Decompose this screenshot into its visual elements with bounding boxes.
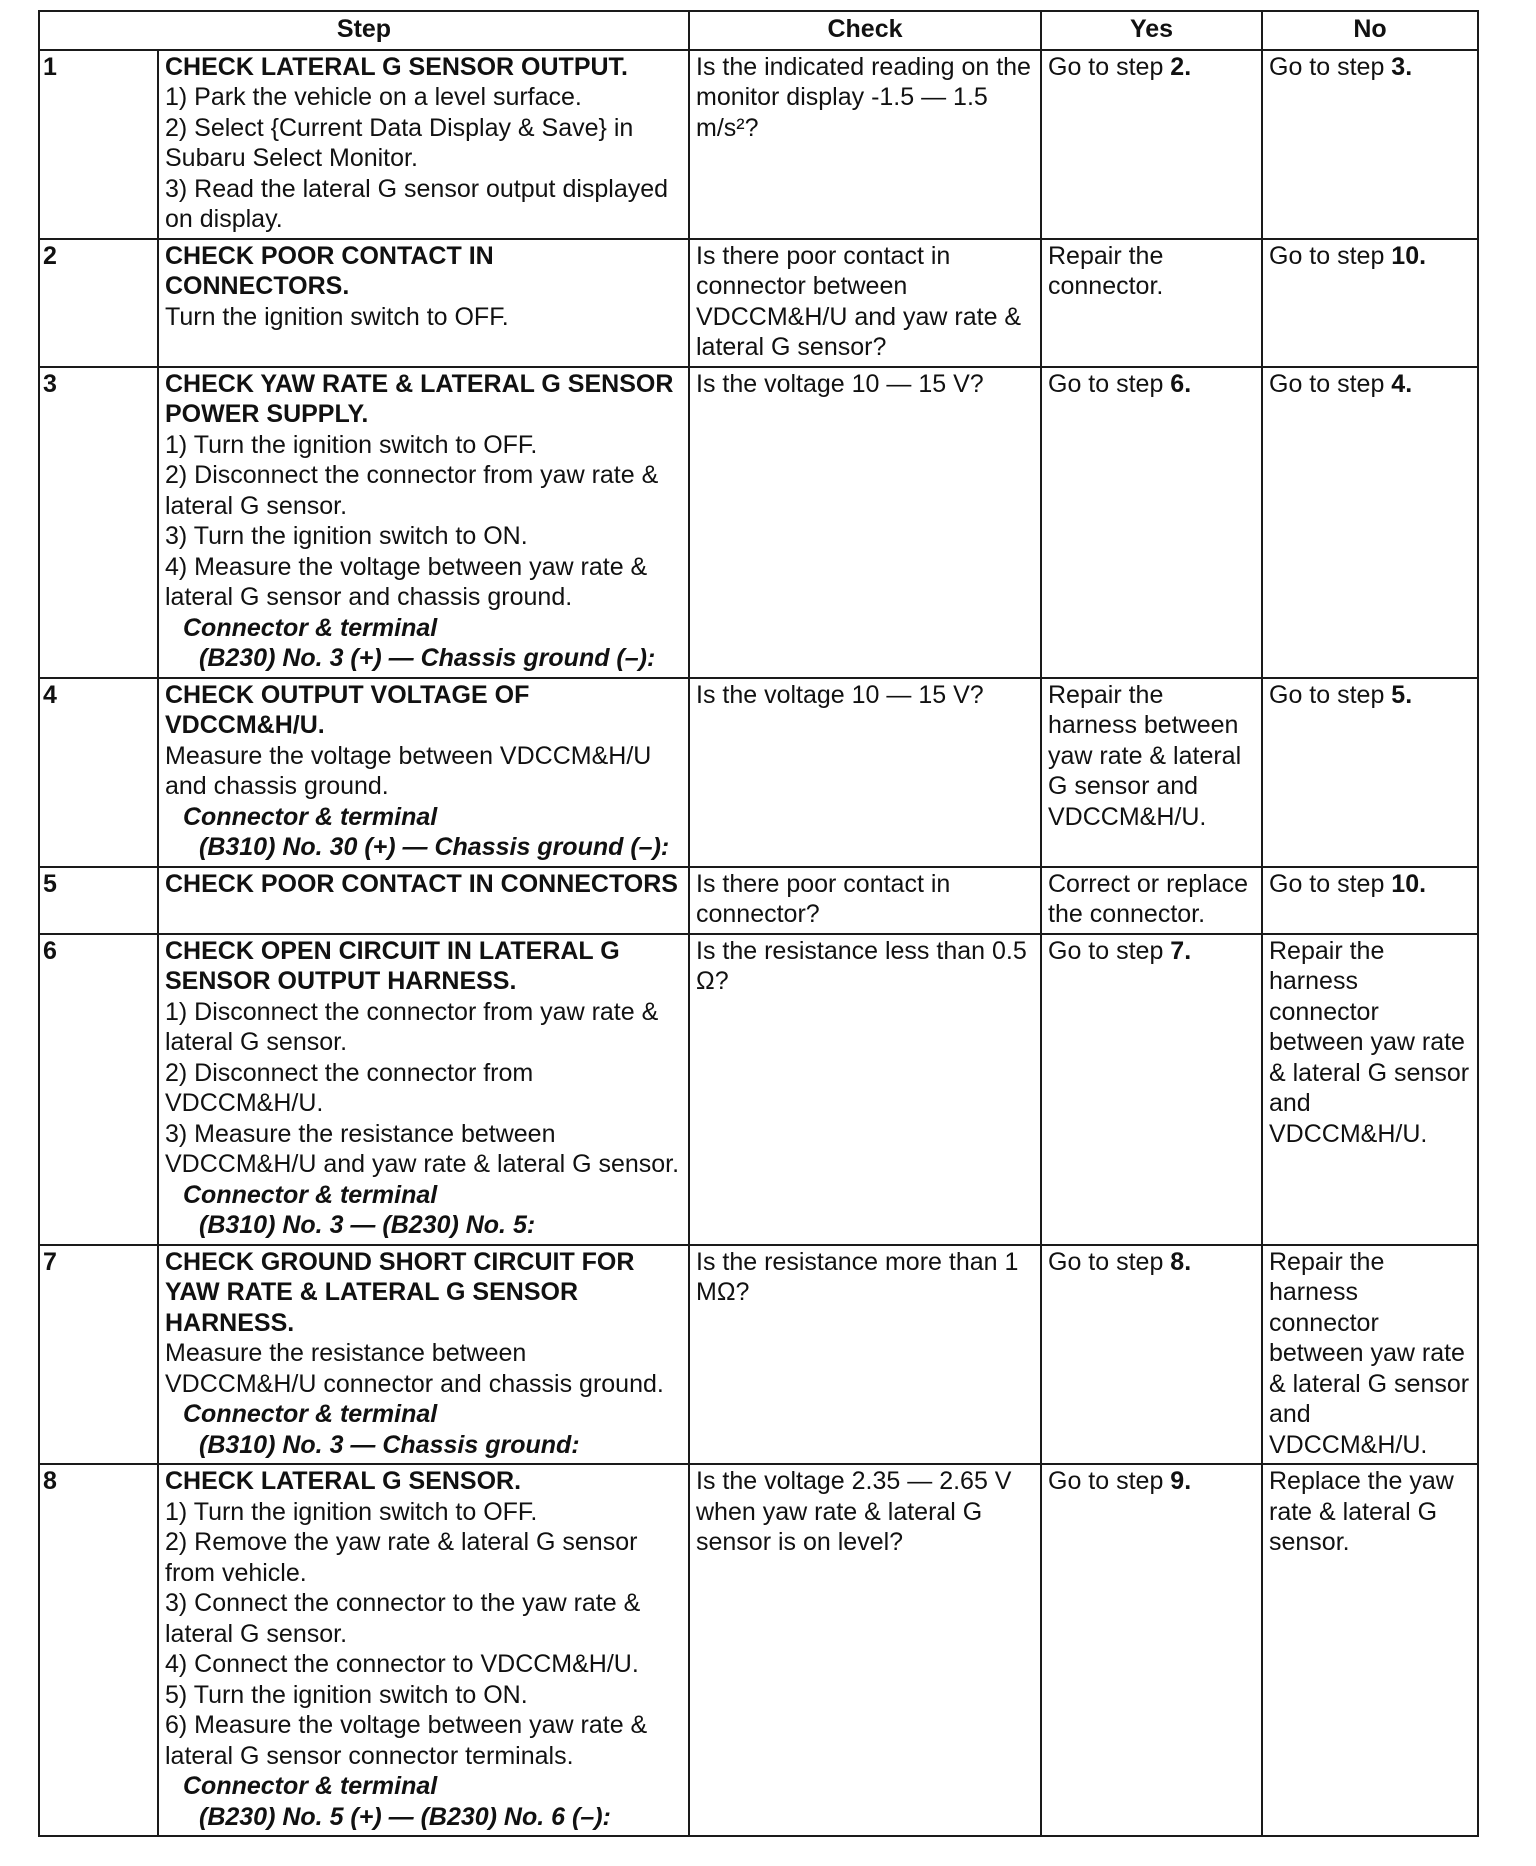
check-cell: Is there poor contact in connector between VDCCM&H/U and yaw rate & lateral G sensor? [689,239,1041,367]
step-title: CHECK OPEN CIRCUIT IN LATERAL G SENSOR OUTPUT HARNESS. [165,936,620,995]
step-cell [158,367,689,678]
yes-cell: Go to step 6. [1041,367,1262,678]
yes-cell: Correct or replace the connector. [1041,867,1262,934]
step-title: CHECK GROUND SHORT CIRCUIT FOR YAW RATE & LATERAL G SENSOR HARNESS. [165,1247,635,1337]
step-instruction: Turn the ignition switch to OFF. [165,302,509,331]
step-instruction: Measure the resistance between VDCCM&H/U connector and chassis ground. [165,1339,664,1398]
connector-terminal-value: (B310) No. 3 — (B230) No. 5: [199,1211,536,1239]
step-title: CHECK YAW RATE & LATERAL G SENSOR POWER SUPPLY. [165,369,674,428]
connector-terminal-value: (B310) No. 3 — Chassis ground: [199,1430,580,1459]
step-number: 5 [39,867,158,934]
step-instruction: 1) Disconnect the connector from yaw rate & lateral G sensor. [165,997,659,1056]
step-instruction: 2) Select {Current Data Display & Save} in Subaru Select Monitor. [165,113,634,172]
step-instruction: 4) Connect the connector to VDCCM&H/U. [165,1650,639,1678]
no-cell: Replace the yaw rate & lateral G sensor. [1262,1464,1478,1836]
header-step: Step [39,11,689,50]
step-cell [158,239,689,367]
no-cell: Go to step 4. [1262,367,1478,678]
no-cell: Go to step 10. [1262,239,1478,367]
table-row [39,678,1478,867]
yes-cell: Repair the connector. [1041,239,1262,367]
step-instruction: 1) Turn the ignition switch to OFF. [165,430,538,459]
yes-cell: Go to step 8. [1041,1245,1262,1465]
step-instruction: 3) Measure the resistance between VDCCM&H/U and yaw rate & lateral G sensor. [165,1119,680,1178]
step-cell [158,1245,689,1465]
connector-terminal-label: Connector & terminal [183,1180,438,1209]
check-cell: Is the resistance less than 0.5 Ω? [689,934,1041,1245]
yes-cell: Go to step 9. [1041,1464,1262,1836]
step-instruction: 5) Turn the ignition switch to ON. [165,1680,528,1709]
table-row [39,239,1478,367]
step-instruction: 3) Turn the ignition switch to ON. [165,522,528,550]
step-number: 3 [39,367,158,678]
table-row [39,367,1478,678]
step-number: 1 [39,50,158,239]
check-cell: Is the resistance more than 1 MΩ? [689,1245,1041,1465]
step-title: CHECK LATERAL G SENSOR OUTPUT. [165,52,628,81]
step-cell [158,867,689,934]
no-cell: Repair the harness connector between yaw rate & lateral G sensor and VDCCM&H/U. [1262,934,1478,1245]
step-instruction: 1) Turn the ignition switch to OFF. [165,1497,538,1526]
step-title: CHECK LATERAL G SENSOR. [165,1467,522,1495]
step-instruction: 4) Measure the voltage between yaw rate & lateral G sensor and chassis ground. [165,552,648,611]
header-row [39,11,1478,50]
header-check: Check [689,11,1041,50]
table-body [39,50,1478,1837]
check-cell: Is there poor contact in connector? [689,867,1041,934]
step-number: 8 [39,1464,158,1836]
step-instruction: 3) Read the lateral G sensor output displayed on display. [165,174,669,233]
step-title: CHECK POOR CONTACT IN CONNECTORS. [165,241,494,300]
yes-step-ref: 2. [1170,52,1192,81]
no-cell: Go to step 10. [1262,867,1478,934]
header-yes: Yes [1041,11,1262,50]
step-instruction: 2) Disconnect the connector from VDCCM&H/U. [165,1058,534,1117]
connector-terminal-label: Connector & terminal [183,1400,438,1428]
connector-terminal-value: (B230) No. 5 (+) — (B230) No. 6 (–): [199,1802,611,1831]
step-instruction: 6) Measure the voltage between yaw rate & lateral G sensor connector terminals. [165,1711,648,1770]
yes-step-ref: 7. [1170,936,1192,965]
table-row [39,867,1478,934]
step-title: CHECK OUTPUT VOLTAGE OF VDCCM&H/U. [165,680,530,739]
no-step-ref: 4. [1391,369,1413,398]
step-cell [158,1464,689,1836]
no-cell: Go to step 3. [1262,50,1478,239]
step-instruction: 3) Connect the connector to the yaw rate & lateral G sensor. [165,1589,641,1648]
yes-step-ref: 8. [1170,1247,1192,1276]
yes-step-ref: 6. [1170,369,1192,398]
no-step-ref: 10. [1391,869,1427,898]
check-cell: Is the indicated reading on the monitor display -1.5 — 1.5 m/s²? [689,50,1041,239]
table-row [39,1464,1478,1836]
step-number: 7 [39,1245,158,1465]
step-number: 6 [39,934,158,1245]
table-row [39,934,1478,1245]
header-no: No [1262,11,1478,50]
step-instruction: Measure the voltage between VDCCM&H/U and chassis ground. [165,741,652,800]
table-row [39,50,1478,239]
no-step-ref: 10. [1391,241,1427,270]
check-cell: Is the voltage 10 — 15 V? [689,678,1041,867]
yes-cell: Go to step 7. [1041,934,1262,1245]
connector-terminal-label: Connector & terminal [183,802,438,831]
connector-terminal-label: Connector & terminal [183,1772,438,1800]
no-step-ref: 3. [1391,52,1413,81]
no-cell: Go to step 5. [1262,678,1478,867]
step-cell [158,678,689,867]
step-cell [158,934,689,1245]
connector-terminal-value: (B310) No. 30 (+) — Chassis ground (–): [199,833,670,861]
yes-step-ref: 9. [1170,1467,1192,1495]
step-title: CHECK POOR CONTACT IN CONNECTORS [165,869,678,898]
step-number: 2 [39,239,158,367]
step-instruction: 2) Remove the yaw rate & lateral G sensor from vehicle. [165,1528,638,1587]
step-number: 4 [39,678,158,867]
step-instruction: 2) Disconnect the connector from yaw rate & lateral G sensor. [165,461,659,520]
check-cell: Is the voltage 2.35 — 2.65 V when yaw rate & lateral G sensor is on level? [689,1464,1041,1836]
diagnostic-table [38,10,1479,1837]
diagnostic-sheet [38,10,1477,1837]
no-cell: Repair the harness connector between yaw rate & lateral G sensor and VDCCM&H/U. [1262,1245,1478,1465]
yes-cell: Go to step 2. [1041,50,1262,239]
connector-terminal-value: (B230) No. 3 (+) — Chassis ground (–): [199,644,656,672]
no-step-ref: 5. [1391,680,1413,709]
table-row [39,1245,1478,1465]
step-cell [158,50,689,239]
check-cell: Is the voltage 10 — 15 V? [689,367,1041,678]
yes-cell: Repair the harness between yaw rate & lateral G sensor and VDCCM&H/U. [1041,678,1262,867]
connector-terminal-label: Connector & terminal [183,613,438,642]
step-instruction: 1) Park the vehicle on a level surface. [165,83,582,111]
